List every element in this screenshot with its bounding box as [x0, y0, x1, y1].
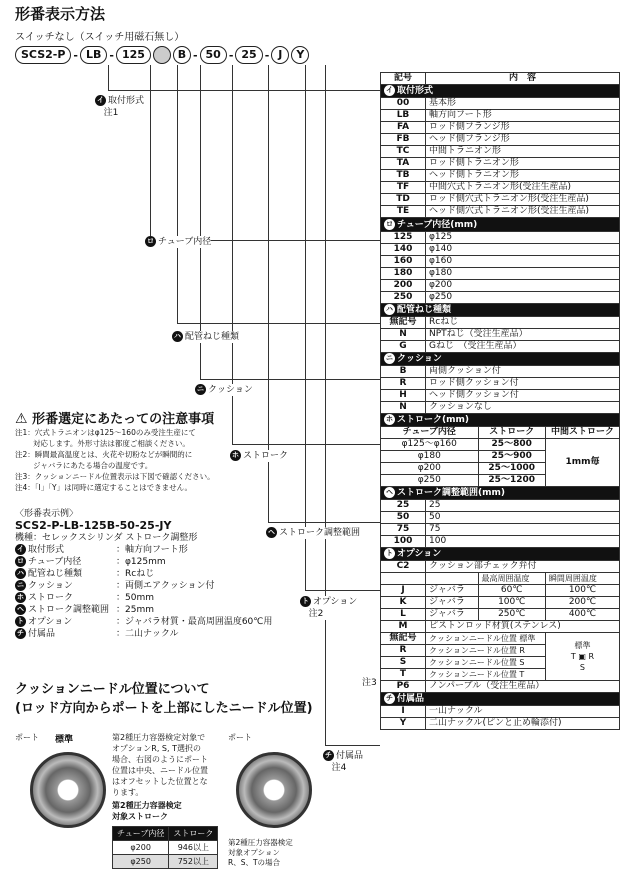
example: 〈形番表示例〉 SCS2-P-LB-125B-50-25-JY 機種：セレックスシリンダ ストローク調整形 イ 取付形式 ：軸方向フート形 ロ チューブ内径 ：φ125mm ハ 配管ねじ種類 ：Rcねじ ニ クッション ：両側エアクッション付 ホ ストローク ：50mm ヘ ストローク調整範囲 ：25mm ト オプション ：ジャバラ材質・最高周囲温度60℃用 チ 付属品 ：二山ナックル — [15, 508, 285, 640]
mount-row: TE ヘッド側穴式トラニオン形(受注生産品) — [381, 206, 620, 218]
right-caption: 第2種圧力容器検定 対象オプション R、S、Tの場合 — [228, 838, 293, 867]
mount-row: FA ロッド側フランジ形 — [381, 122, 620, 134]
example-row: チ 付属品 ：二山ナックル — [17, 629, 179, 639]
mount-row: 00 基本形 — [381, 98, 620, 110]
spec-table: 記号 内 容 イ 取付形式 00 基本形 LB 軸方向フート形 FA ロッド側フランジ形 FB ヘッド側フランジ形 TC 中間トラニオン形 TA ロッド側トラニオン形 TB ヘッド側トラニオン形 TF 中間穴式トラニオン形(受注生産品) TD ロッド側穴式トラニオン形(受注生産品) TE ヘッド側穴式トラニオン形(受注生産品) ロ チューブ内径(mm) 125 φ125 140 φ140 160 φ160 180 φ180 200 φ200 250 φ250 ハ 配管ねじ種類 無記号 Rcねじ N NPTねじ（受注生産品） G Gねじ （受注生産品） ニ クッション B 両側クッション付 R ロッド側クッション付 H ヘッド側クッション付 N クッションなし ホ ストローク(mm) チューブ内径 ストローク 中間ストローク φ125～φ160 25～800 1mm毎 φ180 25～900 φ200 25～1000 φ250 25～1200 ヘ ストローク調整範囲(mm) 25 25 50 50 75 75 100 100 ト オプション C2 クッション部チェック弁付 最高周囲温度 瞬間周囲温度 J ジャバラ 60℃ 100℃ K ジャバラ 100℃ 200℃ L ジャバラ 250℃ 400℃ M ピストンロッド材質(ステンレス) 無記号 クッションニードル位置 標準 標準 T ▣ R S R クッションニードル位置 R S クッションニードル位置 S T クッションニードル位置 T P6 ノンパーブル（受注生産品） チ 付属品 I 一山ナックル Y 二山ナックル(ピンと止め輪添付) — [380, 72, 620, 730]
needle-row: T クッションニードル位置 T — [381, 669, 620, 681]
note-line: ジャバラにあたる場合の温度です。 — [33, 461, 153, 470]
port-label: ポート — [15, 733, 39, 742]
callout-mount: イ 取付形式 注1 — [97, 96, 145, 118]
bore-row: 125 φ125 — [381, 232, 620, 244]
mount-row: TF 中間穴式トラニオン形(受注生産品) — [381, 182, 620, 194]
bore-row: 200 φ200 — [381, 280, 620, 292]
port-row: G Gねじ （受注生産品） — [381, 341, 620, 353]
mount-row: LB 軸方向フート形 — [381, 110, 620, 122]
cylinder-image-left — [30, 752, 106, 828]
std-label: 標準 — [55, 735, 74, 745]
cushion-row: H ヘッド側クッション付 — [381, 390, 620, 402]
example-row: ロ チューブ内径 ：φ125mm — [17, 557, 166, 567]
adjust-row: 25 25 — [381, 500, 620, 512]
code-accessory: Y — [291, 46, 309, 64]
callout-port: ハ 配管ねじ種類 — [174, 332, 240, 342]
code-series: SCS2-P — [15, 46, 71, 64]
example-row: ニ クッション ：両側エアクッション付 — [17, 581, 215, 591]
port-row: 無記号 Rcねじ — [381, 317, 620, 329]
stroke-row: φ200 25～1000 — [381, 463, 620, 475]
note-line: 注1：穴式トラニオンはφ125～160のみ受注生産にて — [15, 428, 196, 437]
stroke-row: φ125～φ160 25～800 1mm毎 — [381, 439, 620, 451]
needle-description: 第2種圧力容器検定対象で オプションR, S, T選択の 場合、右図のようにポート 位置は中央、ニードル位置 はオフセットした位置とな ります。 — [112, 733, 208, 797]
needle-row: 無記号 クッションニードル位置 標準 標準 T ▣ R S — [381, 633, 620, 645]
adjust-row: 75 75 — [381, 524, 620, 536]
callout-bore: ロ チューブ内径 — [147, 237, 212, 247]
note-line: 注2：瞬間最高温度とは、火花や切粉などが瞬間的に — [15, 450, 193, 459]
stroke-row: φ250 25～1200 — [381, 475, 620, 487]
note-line: 注3：クッションニードル位置表示は下図で確認ください。 — [15, 472, 215, 481]
adjust-row: 50 50 — [381, 512, 620, 524]
option-row: L ジャバラ 250℃ 400℃ — [381, 609, 620, 621]
kentei-table: チューブ内径 ストローク φ200 946以上 φ250 752以上 — [112, 826, 218, 869]
callout-cushion: ニ クッション — [197, 385, 253, 395]
mount-row: TD ロッド側穴式トラニオン形(受注生産品) — [381, 194, 620, 206]
cushion-row: R ロッド側クッション付 — [381, 378, 620, 390]
code-adjust: 25 — [235, 46, 262, 64]
needle-section-title: クッションニードル位置について (ロッド方向からポートを上部にしたニードル位置) — [15, 682, 313, 716]
code-mount: LB — [80, 46, 107, 64]
page-title: 形番表示方法 — [15, 5, 106, 23]
bore-row: 160 φ160 — [381, 256, 620, 268]
callout-accessory: チ 付属品 注4 — [325, 751, 364, 773]
note3-label: 注3 — [362, 678, 377, 688]
mount-row: TC 中間トラニオン形 — [381, 146, 620, 158]
subtitle: スイッチなし（スイッチ用磁石無し） — [15, 32, 185, 43]
bore-row: 250 φ250 — [381, 292, 620, 304]
code-port — [153, 46, 171, 64]
adjust-row: 100 100 — [381, 536, 620, 548]
example-row: ヘ ストローク調整範囲 ：25mm — [17, 605, 154, 615]
model-code: SCS2-P - LB - 125 B - 50 - 25 - J Y — [15, 45, 309, 65]
accessory-row: I 一山ナックル — [381, 706, 620, 718]
note-line: 注4：「I」「Y」は同時に選定することはできません。 — [15, 483, 193, 492]
callout-option: ト オプション 注2 — [302, 597, 358, 619]
needle-row: S クッションニードル位置 S — [381, 657, 620, 669]
port-row: N NPTねじ（受注生産品） — [381, 329, 620, 341]
stroke-row: φ180 25～900 — [381, 451, 620, 463]
kentei-label: 第2種圧力容器検定 対象ストローク — [112, 801, 182, 821]
example-row: ホ ストローク ：50mm — [17, 593, 154, 603]
example-row: イ 取付形式 ：軸方向フート形 — [17, 545, 188, 555]
cylinder-image-right — [236, 752, 312, 828]
needle-row: R クッションニードル位置 R — [381, 645, 620, 657]
code-option: J — [271, 46, 289, 64]
callout-adjust: ヘ ストローク調整範囲 — [268, 528, 361, 538]
callout-stroke: ホ ストローク — [232, 451, 289, 461]
mount-row: TA ロッド側トラニオン形 — [381, 158, 620, 170]
mount-row: FB ヘッド側フランジ形 — [381, 134, 620, 146]
example-row: ト オプション ：ジャバラ材質・最高周囲温度60℃用 — [17, 617, 273, 627]
accessory-row: Y 二山ナックル(ピンと止め輪添付) — [381, 718, 620, 730]
bore-row: 140 φ140 — [381, 244, 620, 256]
code-bore: 125 — [116, 46, 151, 64]
cushion-row: B 両側クッション付 — [381, 366, 620, 378]
code-stroke: 50 — [200, 46, 227, 64]
option-row: K ジャバラ 100℃ 200℃ — [381, 597, 620, 609]
example-row: ハ 配管ねじ種類 ：Rcねじ — [17, 569, 155, 579]
cushion-row: N クッションなし — [381, 402, 620, 414]
mount-row: TB ヘッド側トラニオン形 — [381, 170, 620, 182]
note-line: 対応します。外形寸法は都度ご相談ください。 — [33, 439, 190, 448]
code-cushion: B — [173, 46, 191, 64]
bore-row: 180 φ180 — [381, 268, 620, 280]
port-label-2: ポート — [228, 733, 252, 742]
option-row: J ジャバラ 60℃ 100℃ — [381, 585, 620, 597]
notes: ⚠ 形番選定にあたっての注意事項 注1：穴式トラニオンはφ125～160のみ受注生産にて 対応します。外形寸法は都度ご相談ください。 注2：瞬間最高温度とは、火花や切粉などが瞬間的に ジャバラにあたる場合の温度です。 注3：クッションニードル位置表示は下図で確認ください。 注4：「I」「Y」は同時に選定することはできません。 — [15, 408, 255, 493]
